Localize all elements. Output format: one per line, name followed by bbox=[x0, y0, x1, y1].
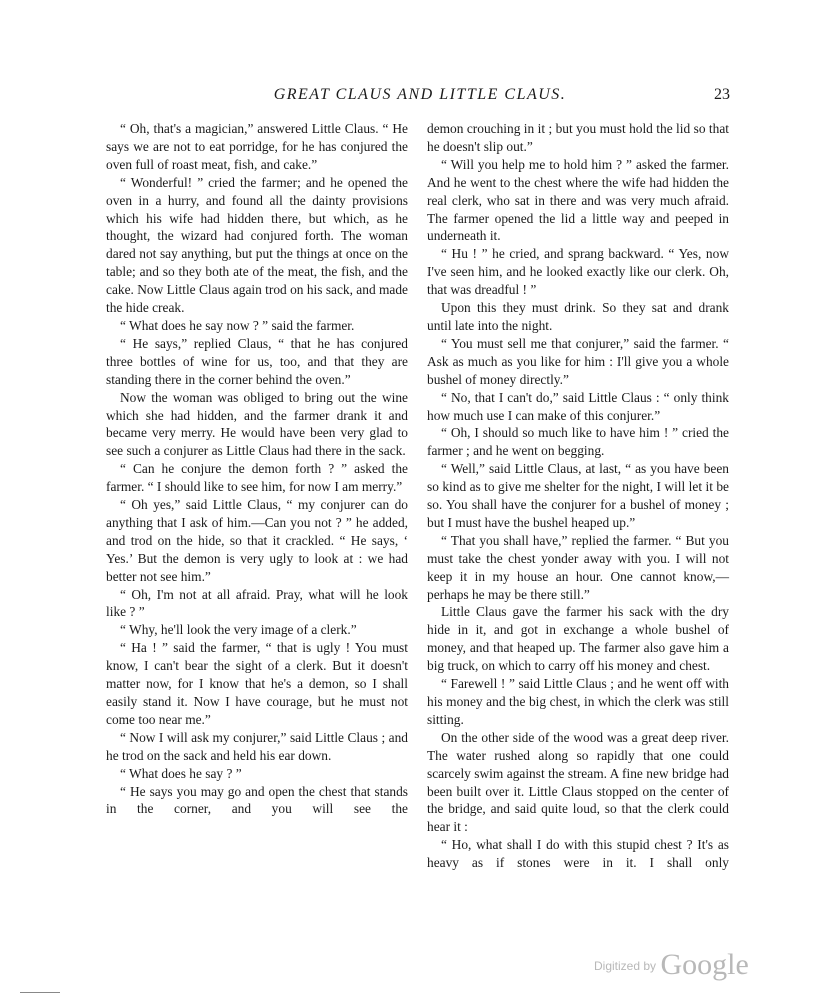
watermark-prefix: Digitized by bbox=[594, 959, 657, 973]
paragraph: “ He says you may go and open the chest that stands in the corner, and you will see the bbox=[106, 783, 408, 817]
paragraph: “ Can he conjure the demon forth ? ” asked the farmer. “ I should like to see him, for now I am merry.” bbox=[106, 461, 408, 495]
paragraph: “ Oh, that's a magician,” answered Little Claus. “ He says we are not to eat porridge, for he has conjured the oven full of roast meat, fish, and cake.” bbox=[106, 121, 408, 172]
page-number: 23 bbox=[714, 86, 730, 103]
paragraph: “ Why, he'll look the very image of a clerk.” bbox=[120, 622, 357, 638]
paragraph: “ Wonderful! ” cried the farmer; and he opened the oven in a hurry, and found all the dainty provisions which his wife had hidden there, but which, as he thought, the wizard had conjured forth. The woman dared not say anything, but put the things at once on the table; and so they both ate of the meat, the fish, and the cake. Now Little Claus again trod on his sack, and made the hide creak. bbox=[106, 174, 408, 316]
paragraph: “ What does he say ? ” bbox=[120, 765, 242, 781]
google-logo: Google bbox=[660, 948, 749, 981]
running-title: GREAT CLAUS AND LITTLE CLAUS. bbox=[273, 86, 567, 103]
paragraph: “ Farewell ! ” said Little Claus ; and he went off with his money and the big chest, in which the clerk was still sitting. bbox=[427, 676, 729, 727]
paragraph: “ You must sell me that conjurer,” said the farmer. “ Ask as much as you like for him : I'll give you a whole bushel of money directly.” bbox=[427, 335, 729, 387]
paragraph: “ Will you help me to hold him ? ” asked the farmer. And he went to the chest where the wife had hidden the real clerk, who sat in there and was very much afraid. The farmer opened the lid a little way and peeped in underneath it. bbox=[427, 156, 729, 244]
paragraph: demon crouching in it ; but you must hold the lid so that he doesn't slip out.” bbox=[427, 121, 729, 154]
paragraph: “ No, that I can't do,” said Little Claus : “ only think how much use I can make of this conjurer.” bbox=[427, 389, 729, 423]
paragraph: “ Oh yes,” said Little Claus, “ my conjurer can do anything that I ask of him.—Can you not ? ” he added, and trod on the hide, so that it crackled. “ He says, ‘ Yes.’ But the demon is very ugly to look at : we had better not see him.” bbox=[106, 497, 408, 584]
paragraph: “ Oh, I'm not at all afraid. Pray, what will he look like ? ” bbox=[106, 586, 408, 620]
paragraph: Now the woman was obliged to bring out the wine which she had hidden, and the farmer drank it and became very merry. He would have been very glad to see such a conjurer as Little Claus had there in the sack. bbox=[106, 389, 408, 459]
right-column bbox=[427, 120, 729, 872]
paragraph: “ Ho, what shall I do with this stupid chest ? It's as heavy as if stones were in it. I shall only bbox=[427, 837, 729, 871]
page-header bbox=[108, 86, 732, 108]
paragraph: “ What does he say now ? ” said the farmer. bbox=[120, 317, 355, 333]
paragraph: “ He says,” replied Claus, “ that he has conjured three bottles of wine for us, too, and that they are standing there in the corner behind the oven.” bbox=[106, 335, 408, 387]
left-column bbox=[106, 120, 408, 818]
paragraph: “ Hu ! ” he cried, and sprang backward. “ Yes, now I've seen him, and he looked exactly like our clerk. Oh, that was dreadful ! ” bbox=[427, 246, 729, 298]
paragraph: “ Now I will ask my conjurer,” said Little Claus ; and he trod on the sack and held his ear down. bbox=[106, 729, 408, 763]
paragraph: “ Oh, I should so much like to have him ! ” cried the farmer ; and he went on begging. bbox=[427, 425, 729, 459]
digitized-by-google-watermark bbox=[594, 948, 749, 982]
scan-edge-mark bbox=[20, 992, 60, 993]
paragraph: “ Well,” said Little Claus, at last, “ as you have been so kind as to give me shelter for the night, I will let it be so. You shall have the conjurer for a bushel of money ; but I must have the bushel heaped up.” bbox=[427, 461, 729, 530]
paragraph: Little Claus gave the farmer his sack with the dry hide in it, and got in exchange a whole bushel of money, and that heaped up. The farmer also gave him a big truck, on which to carry off his money and chest. bbox=[427, 604, 729, 674]
paragraph: On the other side of the wood was a great deep river. The water rushed along so rapidly that one could scarcely swim against the stream. A fine new bridge had been built over it. Little Claus stopped on the center of the bridge, and said quite loud, so that the clerk could hear it : bbox=[427, 729, 729, 835]
paragraph: “ That you shall have,” replied the farmer. “ But you must take the chest yonder away with you. I will not keep it in my house an hour. One cannot know,—perhaps he may be there still.” bbox=[427, 532, 729, 602]
paragraph: Upon this they must drink. So they sat and drank until late into the night. bbox=[427, 300, 729, 333]
paragraph: “ Ha ! ” said the farmer, “ that is ugly ! You must know, I can't bear the sight of a clerk. But it doesn't matter now, for I know that he's a demon, so I shall easily stand it. Now I have courage, but he must not come too near me.” bbox=[106, 640, 408, 727]
